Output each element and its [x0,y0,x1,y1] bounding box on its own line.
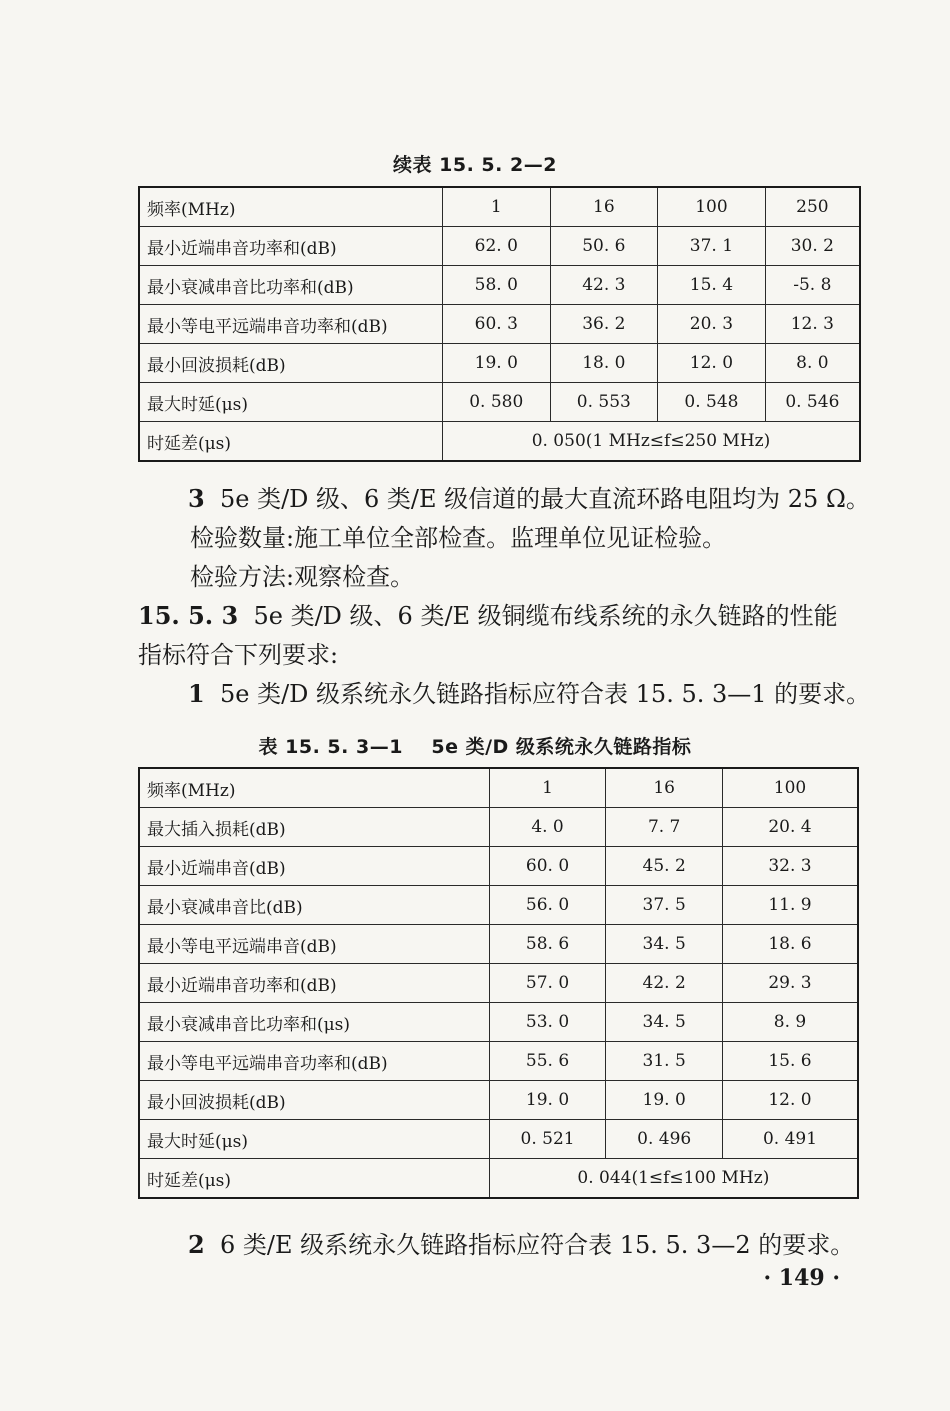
value-cell: 58. 6 [489,925,606,964]
value-cell: 11. 9 [722,886,858,925]
page-number: · 149 · [763,1265,840,1291]
value-cell: 57. 0 [489,964,606,1003]
item-3 [188,480,870,518]
table-row [139,344,860,383]
value-cell: 100 [722,768,858,808]
row-label-cell: 最小等电平远端串音(dB) [139,925,489,964]
value-cell: 60. 3 [442,305,550,344]
table1-caption: 续表 15. 5. 2—2 [393,154,557,176]
value-cell: 16 [606,768,723,808]
value-cell: 20. 4 [722,808,858,847]
value-cell: 8. 0 [765,344,860,383]
row-label-cell: 频率(MHz) [139,187,442,227]
row-label-cell: 最小近端串音功率和(dB) [139,964,489,1003]
table-row [139,808,858,847]
row-label-cell: 最大插入损耗(dB) [139,808,489,847]
value-cell: 20. 3 [658,305,766,344]
table1 [138,186,861,462]
value-cell: 0. 521 [489,1120,606,1159]
item-3-number: 3 [188,484,205,513]
value-cell: 0. 496 [606,1120,723,1159]
table-row [139,1003,858,1042]
value-cell: 250 [765,187,860,227]
value-cell: 1 [489,768,606,808]
table-row [139,227,860,266]
value-cell: 7. 7 [606,808,723,847]
value-cell: 19. 0 [489,1081,606,1120]
item-2-number: 2 [188,1230,205,1259]
item-2 [188,1226,854,1264]
row-label-cell: 最大时延(μs) [139,1120,489,1159]
section-number: 15. 5. 3 [138,601,239,630]
value-cell: 8. 9 [722,1003,858,1042]
row-label-cell: 最小回波损耗(dB) [139,344,442,383]
value-cell: 0. 548 [658,383,766,422]
value-cell: 29. 3 [722,964,858,1003]
value-cell: 15. 6 [722,1042,858,1081]
merged-value-cell: 0. 050(1 MHz≤f≤250 MHz) [442,422,860,462]
header-row [139,768,858,808]
value-cell: 31. 5 [606,1042,723,1081]
value-cell: 18. 6 [722,925,858,964]
value-cell: -5. 8 [765,266,860,305]
row-label-cell: 最小等电平远端串音功率和(dB) [139,1042,489,1081]
item-2-text: 6 类/E 级系统永久链路指标应符合表 15. 5. 3—2 的要求。 [219,1231,855,1259]
value-cell: 56. 0 [489,886,606,925]
value-cell: 12. 0 [658,344,766,383]
table2-caption: 表 15. 5. 3—1 5e 类/D 级系统永久链路指标 [258,736,692,758]
value-cell: 0. 580 [442,383,550,422]
table-row [139,1042,858,1081]
value-cell: 42. 3 [550,266,658,305]
table-row [139,1120,858,1159]
delay-skew-row [139,422,860,462]
item-1 [188,675,870,713]
section-text-line1: 5e 类/D 级、6 类/E 级铜缆布线系统的永久链路的性能 [253,602,838,630]
value-cell: 100 [658,187,766,227]
row-label-cell: 频率(MHz) [139,768,489,808]
table-row [139,847,858,886]
row-label-cell: 最小衰减串音比功率和(dB) [139,266,442,305]
merged-value-cell: 0. 044(1≤f≤100 MHz) [489,1159,858,1199]
table-row [139,383,860,422]
value-cell: 50. 6 [550,227,658,266]
row-label-cell: 最小回波损耗(dB) [139,1081,489,1120]
value-cell: 60. 0 [489,847,606,886]
value-cell: 45. 2 [606,847,723,886]
value-cell: 19. 0 [442,344,550,383]
section-15-5-3 [138,597,838,635]
value-cell: 18. 0 [550,344,658,383]
value-cell: 15. 4 [658,266,766,305]
table-row [139,1081,858,1120]
value-cell: 12. 0 [722,1081,858,1120]
value-cell: 53. 0 [489,1003,606,1042]
value-cell: 58. 0 [442,266,550,305]
value-cell: 0. 553 [550,383,658,422]
check-quantity: 检验数量:施工单位全部检查。监理单位见证检验。 [190,524,727,552]
item-1-text: 5e 类/D 级系统永久链路指标应符合表 15. 5. 3—1 的要求。 [219,680,871,708]
value-cell: 16 [550,187,658,227]
value-cell: 0. 491 [722,1120,858,1159]
value-cell: 55. 6 [489,1042,606,1081]
table-row [139,305,860,344]
item-3-text: 5e 类/D 级、6 类/E 级信道的最大直流环路电阻均为 25 Ω。 [219,485,870,513]
value-cell: 30. 2 [765,227,860,266]
row-label-cell: 最大时延(μs) [139,383,442,422]
row-label-cell: 时延差(μs) [139,1159,489,1199]
value-cell: 19. 0 [606,1081,723,1120]
row-label-cell: 最小近端串音功率和(dB) [139,227,442,266]
value-cell: 32. 3 [722,847,858,886]
value-cell: 37. 5 [606,886,723,925]
table-row [139,266,860,305]
value-cell: 37. 1 [658,227,766,266]
row-label-cell: 最小等电平远端串音功率和(dB) [139,305,442,344]
table-row [139,925,858,964]
section-text-line2: 指标符合下列要求: [138,641,339,669]
value-cell: 36. 2 [550,305,658,344]
row-label-cell: 时延差(μs) [139,422,442,462]
value-cell: 62. 0 [442,227,550,266]
value-cell: 12. 3 [765,305,860,344]
check-method: 检验方法:观察检查。 [190,563,415,591]
value-cell: 34. 5 [606,925,723,964]
delay-skew-row [139,1159,858,1199]
table-row [139,964,858,1003]
header-row [139,187,860,227]
row-label-cell: 最小衰减串音比功率和(μs) [139,1003,489,1042]
item-1-number: 1 [188,679,205,708]
value-cell: 0. 546 [765,383,860,422]
value-cell: 4. 0 [489,808,606,847]
value-cell: 34. 5 [606,1003,723,1042]
value-cell: 1 [442,187,550,227]
row-label-cell: 最小衰减串音比(dB) [139,886,489,925]
row-label-cell: 最小近端串音(dB) [139,847,489,886]
table2 [138,767,859,1199]
value-cell: 42. 2 [606,964,723,1003]
table-row [139,886,858,925]
